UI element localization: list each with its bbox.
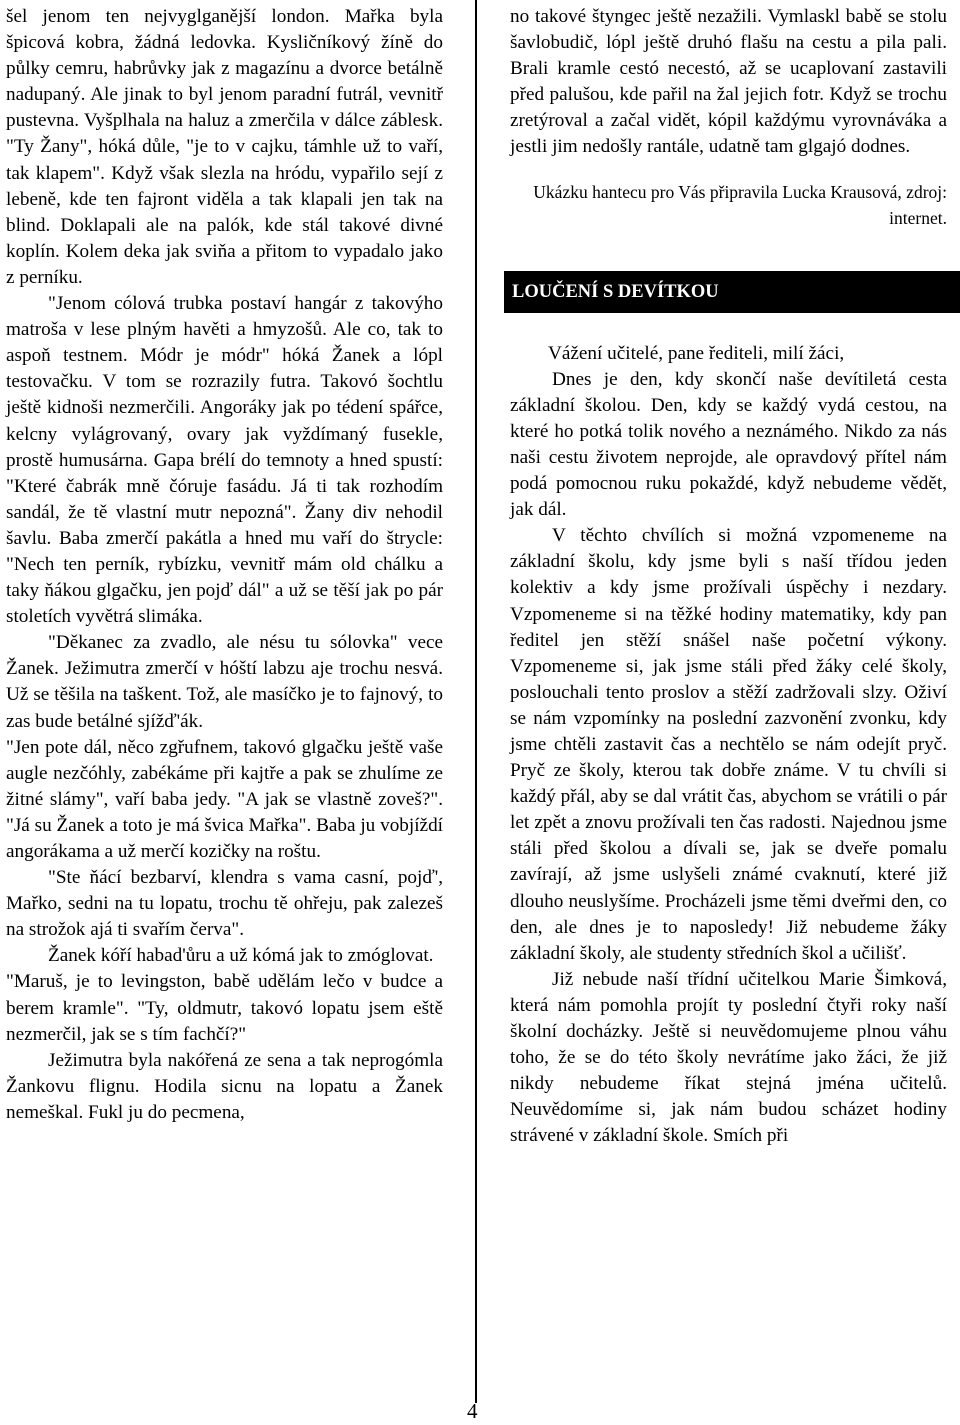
- hantec-paragraph: "Ste ňácí bezbarví, klendra s vama casní, pojď', Mařko, sedni na tu lopatu, trochu tě ohřeju, pak zalezeš na strožok ajá ti svařím červa".: [6, 867, 443, 941]
- hantec-paragraph: šel jenom ten nejvyglganější london. Mařka byla špicová kobra, žádná ledovka. Kysličníkový žíně do půlky cemru, habrůvky jak z magazínu a dvorce betálně nadupaný. Ale jinak to byl jenom paradní futrál, vevnitř pustevna. Vyšplhala na haluz a zmerčila v dálce záblesk. "Ty Žany", hóká důle, "je to v cajku, támhle už to vaří, tak klapem". Když však slezla na hródu, vypařilo sejí z lebeně, kde ten fajront viděla a tak klapali jen tak na blind. Doklapali ale na palók, kde stál takové divné koplín. Kolem deka jak sviňa a přitom to vypadalo jako z perníku.: [6, 6, 443, 288]
- letter-paragraph: V těchto chvílích si možná vzpomeneme na základní školu, kdy jsme byli s naší třídou jeden kolektiv a kdy jsme prožívali úspěchy i nezdary. Vzpomeneme si na těžké hodiny matematiky, kdy pan ředitel jen stěží snášel naše početní výkony. Vzpomeneme si, jak jsme stáli před žáky celé školy, poslouchali tento proslov a stěží zadržovali slzy. Oživí se nám vzpomínky na poslední zazvonění zvonku, kdy jsme chtěli zastavit čas a nechtělo se nám odejít pryč. Pryč ze školy, kterou tak dobře známe. V tu chvíli si každý přál, aby se dal vrátit čas, abychom se vrátili o pár let zpět a znovu prožívali ten čas radosti. Najednou jsme stáli před školou a dívali se, jak se dveře pomalu zavírají, až jsme uslyšeli známé cvaknutí, které již dlouho neuslyšíme. Procházeli jsme těmi dveřmi den, co den, ale dnes je to naposledy! Již nebudeme žáky základní školy, ale studenty středních škol a učilišť.: [510, 525, 947, 964]
- letter-paragraph: Dnes je den, kdy skončí naše devítiletá cesta základní školou. Den, kdy se každý vydá cestou, na které ho potká tolik nového a neznámého. Nikdo za nás naši cestu životem neprojde, ale opravdový přítel nám podá pomocnou ruku pokaždé, když nebudeme vědět, jak dál.: [510, 368, 947, 521]
- page-number: 4: [467, 1399, 478, 1423]
- hantec-paragraph: "Děkanec za zvadlo, ale nésu tu sólovka" vece Žanek. Ježimutra zmerčí v hóští labzu aje trochu nesvá. Už se těšila na taškent. Tož, ale masíčko je to fajnový, to zas bude betálné sjížď'ák.: [6, 632, 443, 732]
- hantec-paragraph: "Jenom cólová trubka postaví hangár z takovýho matroša v lese plným havěti a hmyzošů. Ale co, tak to aspoň testnem. Módr je módr" hóká Žanek a lópl testovačku. V tom se rozrazily futra. Takovó šochtlu ještě kidnoši nezmerčili. Angoráky jak po tédení spářce, kelcny vylágrovaný, ovary jak vyždímaný fusekle, prostě humusárna. Gapa brélí do temnoty a hned spustí: "Které čabrák mně čóruje fasádu. Já ti tak rozhodím sandál, že tě vlastní mutr nepozná". Žany div nehodil šavlu. Baba zmerčí pakátla a hned mu vaří do štrycle: "Nech ten perník, rybízku, vevnitř mám old chálku a taky ňákou glgačku, jen pojď dál" a už se těší jak po pár stoletích vyvětrá slimáka.: [6, 293, 443, 628]
- section-heading: LOUČENÍ S DEVÍTKOU: [504, 271, 960, 313]
- hantec-paragraph: "Jen pote dál, něco zgřufnem, takovó glgačku ještě vaše augle nezčóhly, zabékáme při kajtře a pak se zhulíme ze žitné slámy", vaří baba jedy. "A jak se vlastně zoveš?". "Já su Žanek a toto je má švica Mařka". Baba ju vobjíždí angorákama a už merčí kozičky na roštu.: [6, 736, 443, 862]
- column-divider: [475, 0, 477, 1403]
- left-column: [6, 4, 443, 1126]
- letter-greeting: Vážení učitelé, pane řediteli, milí žáci,: [548, 342, 845, 364]
- hantec-paragraph: Ježimutra byla nakóřená ze sena a tak neprogómla Žankovu flignu. Hodila sicnu na lopatu a Žanek nemeškal. Fukl ju do pecmena,: [6, 1049, 443, 1123]
- letter-paragraph: Již nebude naší třídní učitelkou Marie Šimková, která nám pomohla projít ty poslední čtyři roky naší školní docházky. Ještě si neuvědomujeme plnou váhu toho, že se do této školy nevrátíme jako žáci, že již nikdy nebudeme říkat stejná jména učitelů. Neuvědomíme si, jak nám budou scházet hodiny strávené v základní škole. Smích při: [510, 968, 947, 1147]
- right-column: [510, 4, 947, 1149]
- hantec-paragraph-end: no takové štyngec ještě nezažili. Vymlaskl babě se stolu šavlobudič, lópl ještě druhó flašu na cestu a pila pali. Brali kramle cestó necestó, až se ucaplovaní zastavili před palušou, kde pařil na žal jejich fotr. Když se trochu zretýroval a začal vidět, kópil každýmu vyrovnáváka a jestli jim nedošly rantále, udatně tam glgajó dodnes.: [510, 6, 947, 158]
- hantec-paragraph: "Maruš, je to levingston, babě udělám lečo v budce a berem kramle". "Ty, oldmutr, takovó lopatu jsem eště nezmerčil, jak se s tím fachčí?": [6, 971, 443, 1045]
- article-credit: Ukázku hantecu pro Vás připravila Lucka Krausová, zdroj: internet.: [533, 181, 947, 228]
- hantec-paragraph: Žanek kóří habad'ůru a už kómá jak to zmóglovat.: [48, 945, 434, 967]
